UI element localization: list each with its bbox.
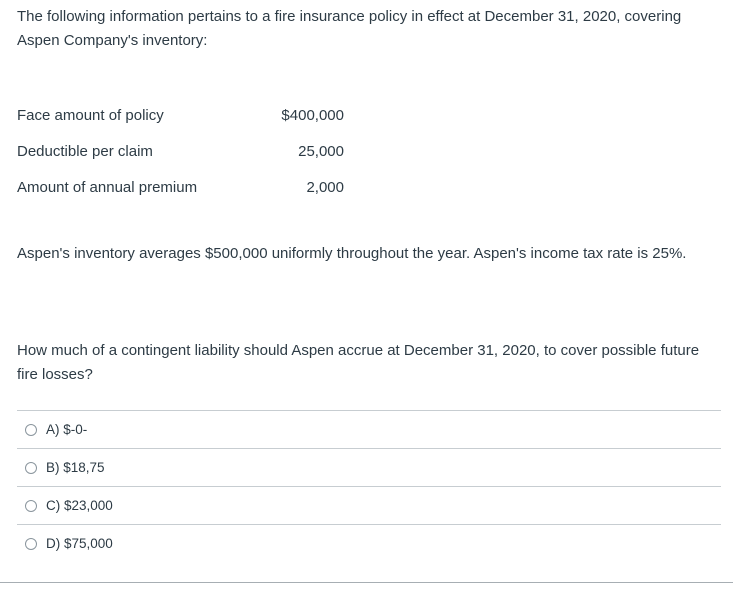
table-row-value: $400,000 <box>281 106 344 124</box>
answer-choice-label: C) $23,000 <box>46 498 113 513</box>
table-row-label: Amount of annual premium <box>17 178 198 196</box>
bottom-divider <box>0 582 733 583</box>
table-row-value: 25,000 <box>298 142 344 160</box>
answer-choice-label: A) $-0- <box>46 422 88 437</box>
policy-info-table <box>17 97 344 205</box>
question-prompt: How much of a contingent liability should Aspen accrue at December 31, 2020, to cover possible future fire losses? <box>17 342 700 383</box>
radio-button[interactable] <box>25 538 37 550</box>
answer-choice-b[interactable] <box>17 448 721 486</box>
table-row <box>17 97 344 133</box>
question-intro: The following information pertains to a fire insurance policy in effect at December 31, 2020, covering Aspen Company's inventory: <box>17 8 682 49</box>
table-row <box>17 133 344 169</box>
table-row <box>17 169 344 205</box>
answer-choice-c[interactable] <box>17 486 721 524</box>
radio-button[interactable] <box>25 424 37 436</box>
answer-choices <box>17 410 721 562</box>
table-row-label: Deductible per claim <box>17 142 153 160</box>
answer-choice-label: D) $75,000 <box>46 536 113 551</box>
radio-button[interactable] <box>25 500 37 512</box>
table-row-value: 2,000 <box>306 178 344 196</box>
table-row-label: Face amount of policy <box>17 106 164 124</box>
answer-choice-label: B) $18,75 <box>46 460 105 475</box>
question-paragraph: Aspen's inventory averages $500,000 uniformly throughout the year. Aspen's income tax rate is 25%. <box>17 245 687 262</box>
answer-choice-d[interactable] <box>17 524 721 562</box>
answer-choice-a[interactable] <box>17 410 721 448</box>
radio-button[interactable] <box>25 462 37 474</box>
